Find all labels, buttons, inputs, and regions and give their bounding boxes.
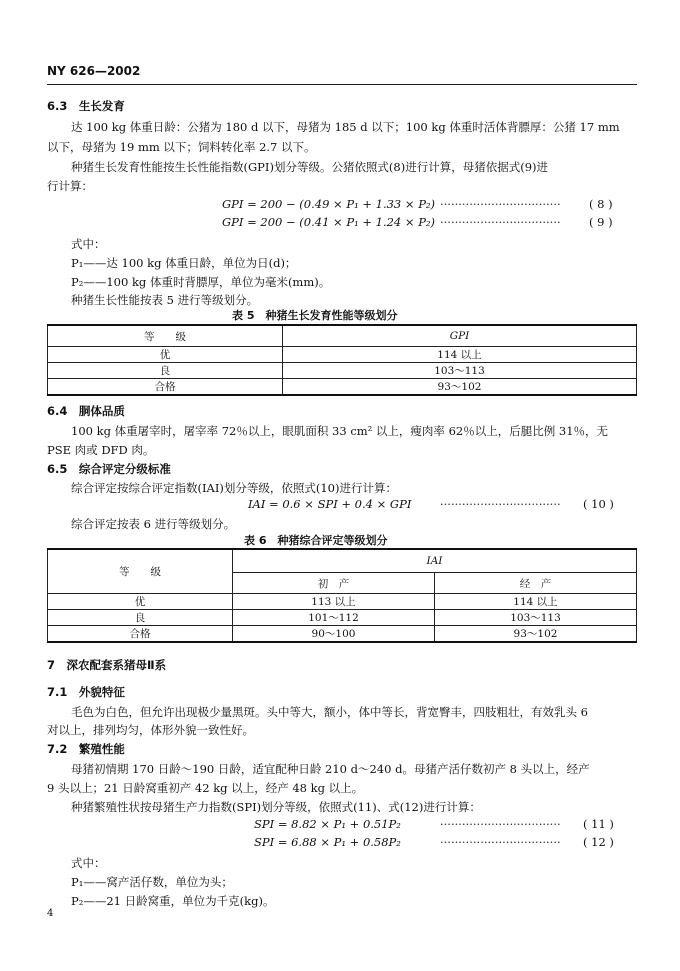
leader-dots: ································· bbox=[440, 497, 561, 511]
standard-number: NY 626—2002 bbox=[47, 64, 141, 78]
value-cell: 103～113 bbox=[435, 610, 637, 626]
section-7-1-title: 7.1 外貌特征 bbox=[47, 685, 125, 699]
variable-definition: P₂——21 日龄窝重，单位为千克(kg)。 bbox=[71, 894, 275, 908]
grade-cell: 合格 bbox=[48, 626, 233, 643]
paragraph: 种猪生长性能按表 5 进行等级划分。 bbox=[71, 293, 259, 307]
table-6-caption: 表 6 种猪综合评定等级划分 bbox=[244, 534, 388, 547]
section-6-4-title: 6.4 胴体品质 bbox=[47, 404, 125, 418]
value-cell: 101～112 bbox=[233, 610, 435, 626]
paragraph: 综合评定按表 6 进行等级划分。 bbox=[71, 517, 236, 531]
value-cell: 90～100 bbox=[233, 626, 435, 643]
grade-cell: 优 bbox=[48, 594, 233, 610]
leader-dots: ································· bbox=[440, 197, 561, 211]
section-6-3-title: 6.3 生长发育 bbox=[47, 99, 125, 113]
formula-number: ( 10 ) bbox=[583, 497, 614, 511]
variable-definition: P₂——100 kg 体重时背膘厚，单位为毫米(mm)。 bbox=[71, 275, 331, 289]
formula-12: SPI = 6.88 × P₁ + 0.58P₂ bbox=[254, 835, 401, 849]
grade-cell: 良 bbox=[48, 363, 283, 379]
table-row bbox=[48, 347, 637, 363]
leader-dots: ································· bbox=[440, 215, 561, 229]
table-row bbox=[48, 610, 637, 626]
paragraph: 行计算： bbox=[47, 179, 93, 193]
grade-cell: 良 bbox=[48, 610, 233, 626]
paragraph: PSE 肉或 DFD 肉。 bbox=[47, 443, 155, 457]
formula-10: IAI = 0.6 × SPI + 0.4 × GPI bbox=[248, 497, 412, 511]
table-5 bbox=[47, 324, 637, 396]
value-cell: 113 以上 bbox=[233, 594, 435, 610]
value-cell: 114 以上 bbox=[435, 594, 637, 610]
sub-header: 初 产 bbox=[233, 573, 435, 594]
section-7-2-title: 7.2 繁殖性能 bbox=[47, 742, 125, 756]
where-label: 式中： bbox=[71, 237, 106, 251]
column-header: 等 级 bbox=[48, 325, 283, 347]
formula-number: ( 9 ) bbox=[589, 215, 613, 229]
paragraph: 100 kg 体重屠宰时，屠宰率 72％以上，眼肌面积 33 cm² 以上，瘦肉率 62％以上，后腿比例 31％，无 bbox=[71, 424, 609, 438]
variable-definition: P₁——达 100 kg 体重日龄，单位为日(d)； bbox=[71, 256, 297, 270]
section-6-5-title: 6.5 综合评定分级标准 bbox=[47, 462, 171, 476]
table-row bbox=[48, 594, 637, 610]
section-7-title: 7 深农配套系猪母Ⅱ系 bbox=[47, 658, 167, 672]
column-header: GPI bbox=[283, 325, 637, 347]
value-cell: 93～102 bbox=[283, 379, 637, 396]
column-header: IAI bbox=[233, 549, 637, 573]
paragraph: 对以上，排列均匀，体形外貌一致性好。 bbox=[47, 723, 254, 737]
leader-dots: ································· bbox=[440, 835, 561, 849]
where-label: 式中： bbox=[71, 856, 106, 870]
paragraph: 种猪繁殖性状按母猪生产力指数(SPI)划分等级，依照式(11)、式(12)进行计算： bbox=[71, 800, 481, 814]
grade-cell: 优 bbox=[48, 347, 283, 363]
table-row bbox=[48, 363, 637, 379]
formula-number: ( 11 ) bbox=[583, 817, 614, 831]
formula-11: SPI = 8.82 × P₁ + 0.51P₂ bbox=[254, 817, 401, 831]
paragraph: 毛色为白色，但允许出现极少量黑斑。头中等大，额小，体中等长，背宽臀丰，四肢粗壮，有效乳头 6 bbox=[71, 705, 588, 719]
variable-definition: P₁——窝产活仔数，单位为头； bbox=[71, 875, 233, 889]
paragraph: 种猪生长发育性能按生长性能指数(GPI)划分等级。公猪依照式(8)进行计算，母猪依据式(9)进 bbox=[71, 160, 549, 174]
header-rule bbox=[47, 84, 637, 85]
formula-number: ( 8 ) bbox=[589, 197, 613, 211]
leader-dots: ································· bbox=[440, 817, 561, 831]
grade-cell: 合格 bbox=[48, 379, 283, 396]
value-cell: 114 以上 bbox=[283, 347, 637, 363]
sub-header: 经 产 bbox=[435, 573, 637, 594]
page-number: 4 bbox=[47, 908, 54, 919]
value-cell: 93～102 bbox=[435, 626, 637, 643]
paragraph: 9 头以上；21 日龄窝重初产 42 kg 以上，经产 48 kg 以上。 bbox=[47, 781, 364, 795]
column-header: 等 级 bbox=[48, 549, 233, 594]
paragraph: 综合评定按综合评定指数(IAI)划分等级，依照式(10)进行计算： bbox=[71, 481, 397, 495]
paragraph: 达 100 kg 体重日龄：公猪为 180 d 以下，母猪为 185 d 以下；100 kg 体重时活体背膘厚：公猪 17 mm bbox=[71, 120, 620, 134]
table-6 bbox=[47, 548, 637, 643]
table-5-caption: 表 5 种猪生长发育性能等级划分 bbox=[232, 309, 398, 322]
formula-8: GPI = 200 − (0.49 × P₁ + 1.33 × P₂) bbox=[222, 197, 436, 211]
table-row bbox=[48, 379, 637, 396]
formula-9: GPI = 200 − (0.41 × P₁ + 1.24 × P₂) bbox=[222, 215, 436, 229]
paragraph: 母猪初情期 170 日龄～190 日龄，适宜配种日龄 210 d～240 d。母猪产活仔数初产 8 头以上，经产 bbox=[71, 762, 590, 776]
paragraph: 以下，母猪为 19 mm 以下；饲料转化率 2.7 以下。 bbox=[47, 140, 316, 154]
value-cell: 103～113 bbox=[283, 363, 637, 379]
table-row bbox=[48, 626, 637, 643]
formula-number: ( 12 ) bbox=[583, 835, 614, 849]
